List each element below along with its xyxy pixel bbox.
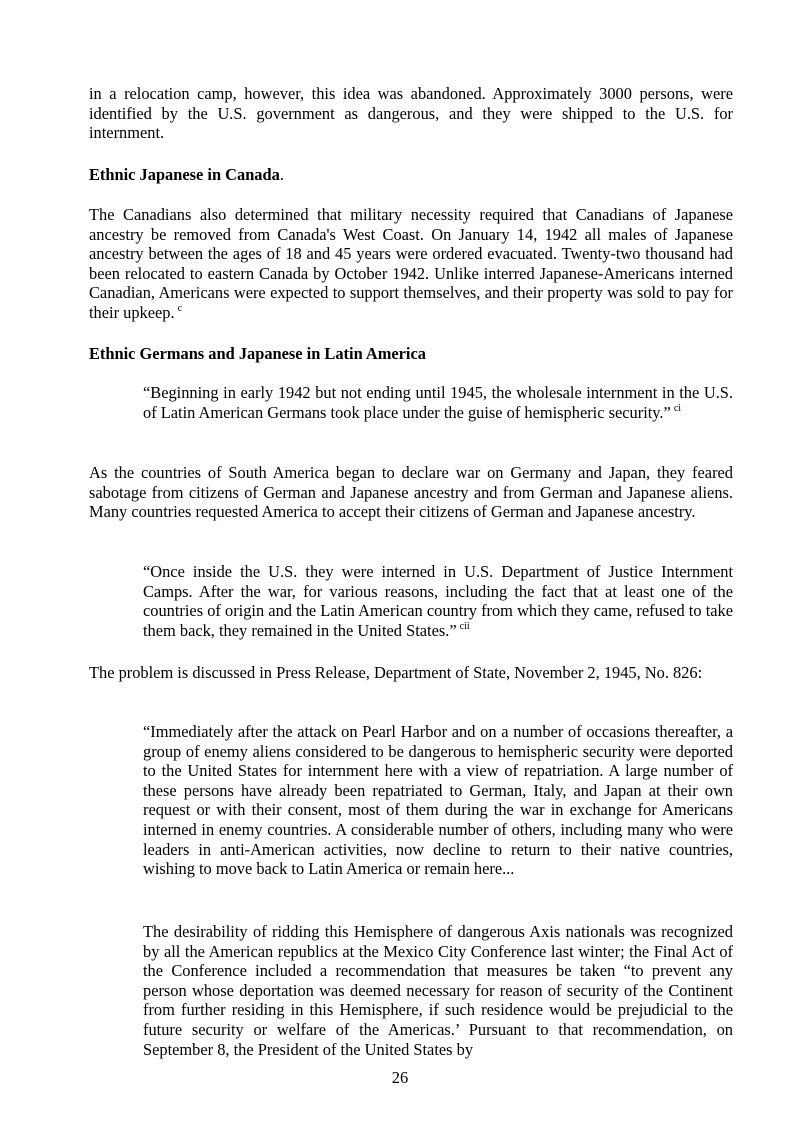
quote-once-inside: “Once inside the U.S. they were interned in U.S. Department of Justice Internment Camps. After the war, for various reasons, including the fact that at least one of the countries of origin and the Latin American country from which they came, refused to take them back, they remained in the United States.” $^{cii}$ [143, 562, 733, 640]
footnote-marker: ci [673, 402, 682, 414]
page-number: 26 [391, 1068, 409, 1087]
paragraph-canadians: The Canadians also determined that military necessity required that Canadians of Japanese ancestry be removed from Canada's West Coast. On January 14, 1942 all males of Japanese ancestry between the ages of 18 and 45 years were ordered evacuated. Twenty-two thousand had been relocated to eastern Canada by October 1942. Unlike interred Japanese-Americans interned Canadian, Americans were expected to support themselves, and their property was sold to pay for their upkeep. $^c$ [89, 205, 733, 322]
footnote-marker: c [177, 302, 183, 314]
quote-pearl-harbor: “Immediately after the attack on Pearl Harbor and on a number of occasions thereafter, a group of enemy aliens considered to be dangerous to hemispheric security were deported to the United States for internment here with a view of repatriation. A large number of these persons have already been repatriated to German, Italy, and Japan at their own request or with their consent, most of them during the war in exchange for Americans interned in enemy countries. A considerable number of others, including many who were leaders in anti-American activities, now decline to return to their native countries, wishing to move back to Latin America or remain here... [143, 722, 733, 879]
quote-desirability: The desirability of ridding this Hemisphere of dangerous Axis nationals was recognized by all the American republics at the Mexico City Conference last winter; the Final Act of the Conference included a recommendation that measures be taken “to prevent any person whose deportation was deemed necessary for reason of security of the Continent from further residing in this Hemisphere, if such residence would be prejudicial to the future security or welfare of the Americas.’ Pursuant to that recommendation, on September 8, the President of the United States by [143, 922, 733, 1059]
heading-ethnic-japanese-canada: Ethnic Japanese in Canada. [89, 165, 284, 184]
paragraph-south-america: As the countries of South America began to declare war on Germany and Japan, they feared sabotage from citizens of German and Japanese ancestry and from German and Japanese aliens. Many countries requested America to accept their citizens of German and Japanese ancestry. [89, 463, 733, 522]
paragraph-press-release: The problem is discussed in Press Release, Department of State, November 2, 1945, No. 826: [89, 663, 703, 682]
quote-wholesale-internment: “Beginning in early 1942 but not ending until 1945, the wholesale internment in the U.S. of Latin American Germans took place under the guise of hemispheric security.” $^{ci}$ [143, 383, 733, 422]
paragraph-relocation-camp: in a relocation camp, however, this idea was abandoned. Approximately 3000 persons, were identified by the U.S. government as dangerous, and they were shipped to the U.S. for internment. [89, 84, 733, 143]
heading-latin-america: Ethnic Germans and Japanese in Latin America [89, 344, 426, 363]
footnote-marker: cii [459, 620, 470, 632]
